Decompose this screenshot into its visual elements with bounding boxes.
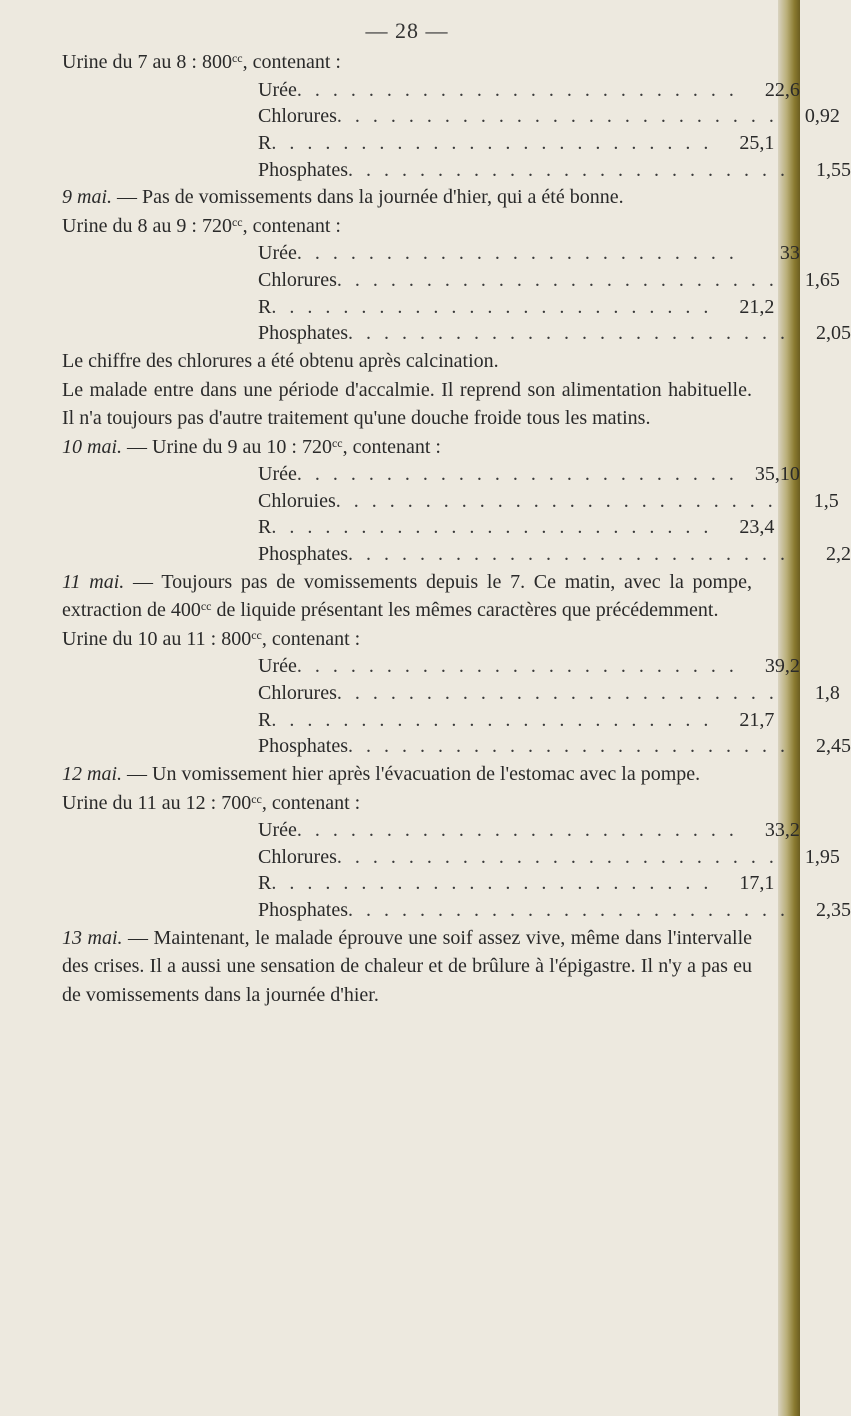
leader-dots: . . . . . . . . . . . . . . . . . . . . . . . . . (271, 708, 713, 731)
analysis-row (258, 707, 775, 734)
analysis-value: 21,7 (739, 708, 775, 731)
analysis-row (258, 680, 840, 707)
analysis-label: Urée (258, 463, 297, 485)
leader-dots: . . . . . . . . . . . . . . . . . . . . . . . . . (271, 295, 713, 318)
analysis-label: Urée (258, 242, 297, 265)
unit-superscript: cc (231, 214, 243, 229)
leader-dots: . . . . . . . . . . . . . . . . . . . . . . . . . (336, 105, 778, 128)
analysis-row (258, 130, 775, 157)
analysis-row (258, 844, 840, 871)
urine-label: Urine du 8 au 9 : 720 (62, 214, 232, 237)
analysis-label: Phosphates (258, 899, 348, 922)
urine-label: Urine du 10 au 11 : 800 (62, 627, 252, 650)
entry-date: 13 mai. (62, 926, 123, 949)
leader-dots: . . . . . . . . . . . . . . . . . . . . . . . . . (296, 463, 738, 485)
analysis-value: 33,2 (764, 819, 800, 841)
dated-entry (62, 924, 752, 1010)
analysis-value: 17,1 (739, 872, 775, 895)
leader-dots: . . . . . . . . . . . . . . . . . . . . . . . . . (336, 845, 778, 868)
analysis-value: 33 (779, 242, 800, 265)
analysis-label: R (258, 516, 272, 539)
analysis-value: 1,8 (814, 681, 840, 704)
urine-label: Urine du 7 au 8 : 800 (62, 51, 232, 73)
analysis-label: Urée (258, 78, 297, 101)
analysis-row (258, 733, 851, 760)
analysis-label: Phosphates (258, 158, 348, 181)
analysis-table (258, 240, 851, 347)
entry-date: 11 mai. (62, 570, 125, 593)
dated-entry (62, 433, 752, 462)
leader-dots: . . . . . . . . . . . . . . . . . . . . . . . . . (271, 872, 713, 895)
analysis-row (258, 817, 800, 844)
analysis-row (258, 157, 851, 184)
entry-text: — Pas de vomissements dans la journée d'hier, qui a été bonne. (112, 186, 624, 209)
analysis-label: R (258, 295, 272, 318)
leader-dots: . . . . . . . . . . . . . . . . . . . . . . . . . (336, 268, 778, 291)
analysis-row (258, 320, 851, 347)
leader-dots: . . . . . . . . . . . . . . . . . . . . . . . . . (348, 543, 789, 566)
unit-superscript: cc (251, 791, 262, 806)
analysis-value: 2,35 (816, 899, 851, 922)
analysis-row (258, 461, 800, 488)
urine-tail: , contenant : (261, 627, 361, 650)
analysis-label: R (258, 708, 272, 731)
page-content (62, 48, 851, 1009)
document-page (62, 0, 851, 1009)
entry-date: 10 mai. (62, 435, 122, 458)
analysis-label: Phosphates (258, 543, 348, 566)
analysis-label: R (258, 872, 272, 895)
entry-date: 9 mai. (62, 186, 112, 209)
entry-tail: , contenant : (342, 435, 441, 458)
analysis-value: 2,2 (826, 543, 851, 566)
paragraph (62, 347, 752, 376)
paragraph (62, 376, 752, 433)
analysis-row (258, 514, 775, 541)
leader-dots: . . . . . . . . . . . . . . . . . . . . . . . . . (296, 819, 738, 841)
analysis-label: Chlorures (258, 105, 337, 128)
urine-tail: , contenant : (242, 51, 341, 73)
entry-text: — Maintenant, le malade éprouve une soif assez vive, même dans l'intervalle des crises. Il a aussi une sensation de chaleur et de brûlure à l'épigastre. Il n'y a pas eu de vomissements dans la journée d'hier. (62, 926, 753, 1006)
analysis-value: 2,45 (816, 735, 851, 758)
analysis-value: 1,55 (816, 158, 851, 181)
leader-dots: . . . . . . . . . . . . . . . . . . . . . . . . . (336, 681, 778, 704)
urine-line (62, 789, 752, 818)
analysis-label: Chlorures (258, 268, 337, 291)
urine-line (62, 212, 752, 241)
analysis-row (258, 488, 839, 515)
analysis-value: 1,95 (804, 845, 840, 868)
analysis-row (258, 294, 775, 321)
unit-superscript: cc (231, 51, 243, 65)
analysis-table (258, 817, 851, 924)
urine-line (62, 625, 752, 654)
analysis-label: Phosphates (258, 322, 348, 345)
unit-superscript: cc (251, 627, 262, 642)
analysis-value: 21,2 (739, 295, 775, 318)
analysis-value: 35,10 (754, 463, 800, 485)
analysis-label: Urée (258, 819, 297, 841)
unit-superscript: cc (200, 599, 212, 614)
analysis-row (258, 897, 851, 924)
analysis-row (258, 103, 840, 130)
dated-entry (62, 183, 752, 212)
analysis-row (258, 870, 775, 897)
analysis-row (258, 267, 840, 294)
entry-date: 12 mai. (62, 763, 122, 785)
analysis-value: 0,92 (804, 105, 840, 128)
leader-dots: . . . . . . . . . . . . . . . . . . . . . . . . . (271, 516, 713, 539)
leader-dots: . . . . . . . . . . . . . . . . . . . . . . . . . (296, 78, 738, 101)
analysis-table (258, 461, 851, 568)
leader-dots: . . . . . . . . . . . . . . . . . . . . . . . . . (335, 489, 777, 512)
analysis-value: 2,05 (816, 322, 851, 345)
entry-text: — Toujours pas de vomissements depuis le 7. Ce matin, avec la pompe, extraction de 400 (62, 570, 752, 622)
unit-superscript: cc (331, 435, 343, 450)
urine-tail: , contenant : (261, 791, 361, 814)
analysis-value: 25,1 (739, 131, 775, 154)
analysis-label: Chloruies (258, 489, 336, 512)
analysis-value: 22,6 (764, 78, 800, 101)
leader-dots: . . . . . . . . . . . . . . . . . . . . . . . . . (348, 322, 789, 345)
analysis-table (258, 653, 851, 760)
page-number: — 28 — (365, 18, 449, 43)
leader-dots: . . . . . . . . . . . . . . . . . . . . . . . . . (296, 242, 738, 265)
entry-tail: de liquide présentant les mêmes caractères que précédemment. (211, 599, 719, 622)
leader-dots: . . . . . . . . . . . . . . . . . . . . . . . . . (348, 735, 789, 758)
analysis-value: 23,4 (739, 516, 775, 539)
analysis-row (258, 541, 851, 568)
analysis-table (258, 77, 851, 184)
paragraph-text: Le malade entre dans une période d'accalmie. Il reprend son alimentation habituelle. Il n'a toujours pas d'autre traitement qu'une douche froide tous les matins. (62, 378, 752, 429)
paragraph-text: Le chiffre des chlorures a été obtenu après calcination. (62, 350, 499, 372)
analysis-label: Phosphates (258, 735, 348, 758)
entry-text: — Urine du 9 au 10 : 720 (122, 435, 332, 458)
analysis-label: R (258, 131, 272, 154)
analysis-value: 1,65 (804, 268, 840, 291)
leader-dots: . . . . . . . . . . . . . . . . . . . . . . . . . (296, 655, 738, 678)
analysis-label: Chlorures (258, 681, 337, 704)
leader-dots: . . . . . . . . . . . . . . . . . . . . . . . . . (348, 158, 789, 181)
analysis-row (258, 240, 800, 267)
entry-text: — Un vomissement hier après l'évacuation de l'estomac avec la pompe. (122, 763, 701, 785)
dated-entry (62, 760, 752, 789)
leader-dots: . . . . . . . . . . . . . . . . . . . . . . . . . (271, 131, 713, 154)
analysis-label: Chlorures (258, 845, 337, 868)
urine-tail: , contenant : (242, 214, 341, 237)
urine-label: Urine du 11 au 12 : 700 (62, 791, 252, 814)
analysis-row (258, 77, 800, 104)
page-edge (778, 0, 800, 1416)
leader-dots: . . . . . . . . . . . . . . . . . . . . . . . . . (348, 899, 789, 922)
analysis-row (258, 653, 800, 680)
dated-entry (62, 568, 752, 625)
analysis-label: Urée (258, 655, 297, 678)
analysis-value: 39,2 (764, 655, 800, 678)
analysis-value: 1,5 (813, 489, 839, 512)
urine-line (62, 48, 752, 77)
